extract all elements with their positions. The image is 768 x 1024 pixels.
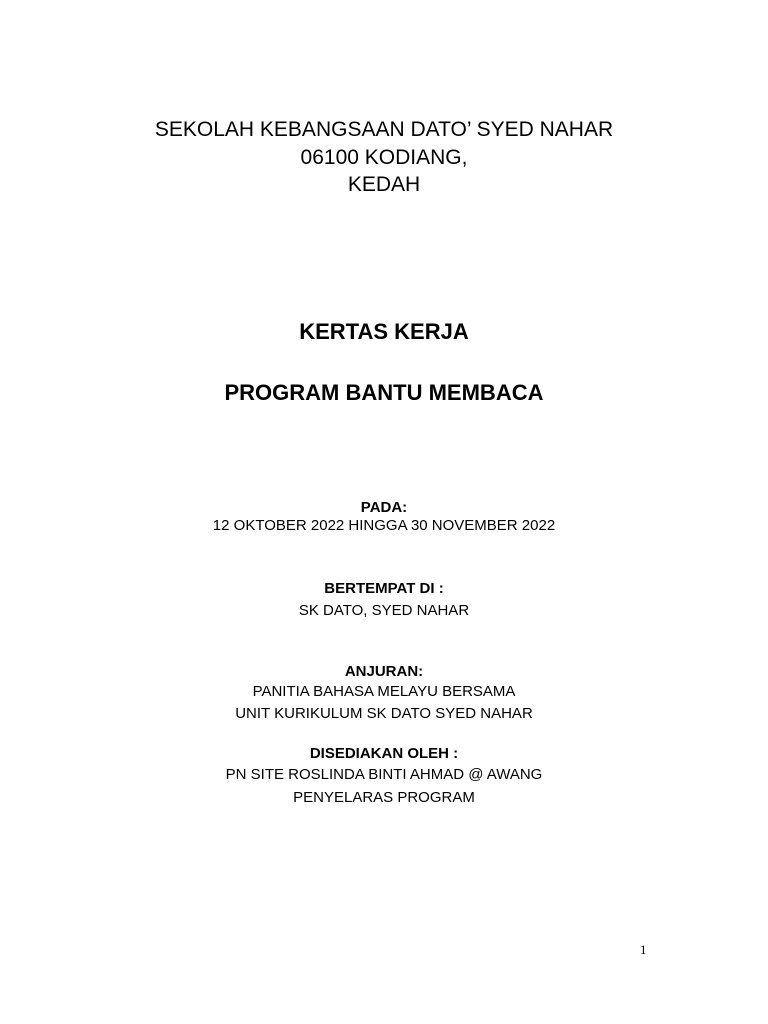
- organizer-label: ANJURAN:: [344, 663, 424, 680]
- program-name: PROGRAM BANTU MEMBACA: [224, 380, 544, 405]
- date-label: PADA:: [360, 499, 408, 516]
- organizer-line-1: PANITIA BAHASA MELAYU BERSAMA: [252, 683, 516, 700]
- organizer-line-2: UNIT KURIKULUM SK DATO SYED NAHAR: [235, 705, 533, 722]
- document-type: KERTAS KERJA: [299, 319, 469, 344]
- venue-value: SK DATO, SYED NAHAR: [298, 602, 470, 619]
- school-name: SEKOLAH KEBANGSAAN DATO’ SYED NAHAR: [154, 118, 614, 141]
- school-postcode-town: 06100 KODIANG,: [300, 146, 468, 169]
- preparer-role: PENYELARAS PROGRAM: [293, 789, 475, 806]
- date-value: 12 OKTOBER 2022 HINGGA 30 NOVEMBER 2022: [212, 517, 556, 534]
- page-number: 1: [640, 942, 647, 957]
- school-state: KEDAH: [347, 173, 421, 196]
- venue-label: BERTEMPAT DI :: [324, 580, 444, 597]
- prepared-by-label: DISEDIAKAN OLEH :: [309, 745, 459, 762]
- preparer-name: PN SITE ROSLINDA BINTI AHMAD @ AWANG: [225, 766, 543, 783]
